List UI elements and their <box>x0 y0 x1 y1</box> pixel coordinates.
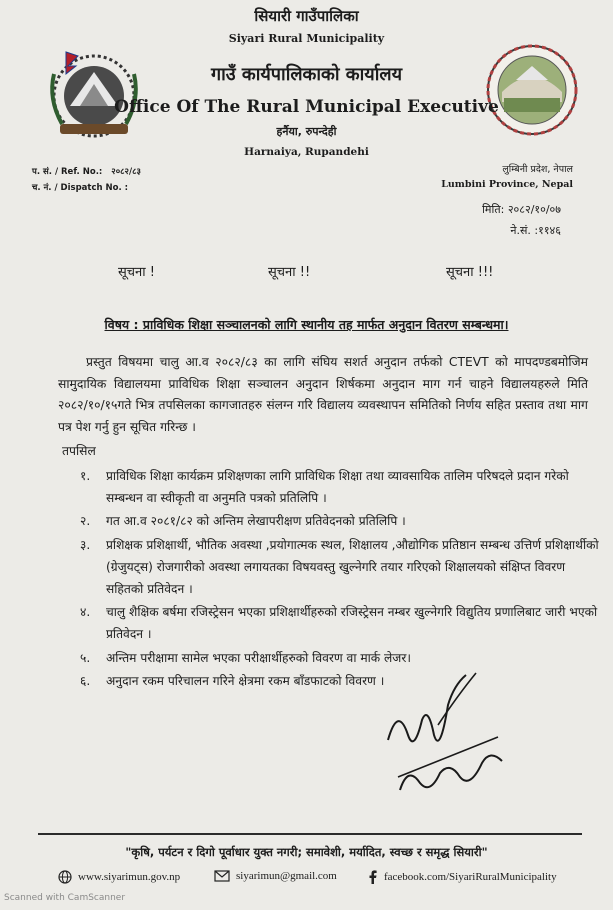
email-link[interactable]: siyarimun@gmail.com <box>236 870 337 882</box>
subject-line <box>0 316 613 333</box>
office-name-en: Office Of The Rural Municipal Executive <box>114 97 499 117</box>
notice-heading-2: सूचना !! <box>268 265 311 280</box>
email-contact <box>214 870 337 882</box>
list-item: ५. अन्तिम परीक्षामा सामेल भएका परीक्षार्थीहरुको विवरण वा मार्क लेजर। <box>80 650 411 665</box>
municipality-name-np: सियारी गाउँपालिका <box>254 7 359 25</box>
list-item: ४. चालु शैक्षिक बर्षमा रजिस्ट्रेसन भएका प्रशिक्षार्थीहरुको रजिस्ट्रेसन नम्बर खुल्नेगरि विद्युतिय प्रणालिबाट जारी भएको प्रतिवेदन । <box>80 605 598 641</box>
office-name-np: गाउँ कार्यपालिकाको कार्यालय <box>210 64 403 85</box>
list-item: ६. अनुदान रकम परिचालन गरिने क्षेत्रमा रकम बाँडफाटको विवरण । <box>80 674 385 689</box>
facebook-contact <box>368 870 557 884</box>
ref-number <box>32 166 141 177</box>
body-paragraph <box>58 352 588 438</box>
body-text: प्रस्तुत विषयमा चालु आ.व २०८२/८३ का लागि संघिय सशर्त अनुदान तर्फको CTEVT को मापदण्डबमोजिम सामुदायिक विद्यालयमा प्राविधिक शिक्षा सञ्चालन अनुदान शिर्षकमा अनुदान माग गर्न चाहने विद्यालयहरुले मिति २०८२/१०/१५गते भित्र तपसिलका कागजातहरु संलग्न गरि विद्यालय व्यवस्थापन समितिको निर्णय सहित प्रस्ताव तथा माग पत्र पेश गर्नु हुन सूचित गरिन्छ । <box>58 355 588 434</box>
website-contact <box>58 870 180 884</box>
document-list <box>80 466 600 695</box>
tapsil-heading: तपसिल <box>62 444 96 458</box>
notice-heading-3: सूचना !!! <box>446 265 494 280</box>
list-item: ३. प्रशिक्षक प्रशिक्षार्थी, भौतिक अवस्था ,प्रयोगात्मक स्थल, शिक्षालय ,औद्योगिक प्रतिष्ठान सम्बन्ध उत्तिर्ण प्रशिक्षार्थीको (ग्रेजुयट्स) रोजगारीको अवस्था लगायतका विषयवस्तु खुल्नेगरि तयार गरिएको शिक्षालयको संक्षिप्त विवरण सहितको प्रतिवेदन । <box>80 538 599 596</box>
facebook-icon <box>368 870 378 884</box>
list-item: १. प्राविधिक शिक्षा कार्यक्रम प्रशिक्षणका लागि प्राविधिक शिक्षा तथा व्यावसायिक तालिम परिषदले प्रदान गरेको सम्बन्धन वा स्वीकृती वा अनुमति पत्रको प्रतिलिपि । <box>80 469 569 505</box>
ref-value: २०८२/८३ <box>111 167 141 177</box>
letter-date: मिति: २०८२/१०/०७ <box>482 203 561 216</box>
subject-text: विषय : प्राविधिक शिक्षा सञ्चालनको लागि स्थानीय तह मार्फत अनुदान वितरण सम्बन्धमा। <box>104 317 509 332</box>
location-en: Harnaiya, Rupandehi <box>244 146 369 158</box>
province-en: Lumbini Province, Nepal <box>441 179 573 190</box>
province-np: लुम्बिनी प्रदेश, नेपाल <box>502 164 573 175</box>
dispatch-label: च. नं. / Dispatch No. : <box>32 183 129 193</box>
facebook-link[interactable]: facebook.com/SiyariRuralMunicipality <box>384 871 557 883</box>
signature-icon <box>378 665 528 805</box>
ref-label: प. सं. / Ref. No.: <box>32 167 103 177</box>
notice-heading-1: सूचना ! <box>118 265 155 280</box>
municipality-name-en: Siyari Rural Municipality <box>228 32 385 45</box>
mail-icon <box>214 870 230 882</box>
letter-number: ने.सं. :११४६ <box>510 224 561 237</box>
globe-icon <box>58 870 72 884</box>
footer-divider <box>38 833 582 835</box>
camscanner-watermark: Scanned with CamScanner <box>4 893 126 903</box>
location-np: हर्नैया, रुपन्देही <box>276 125 337 138</box>
footer-slogan: "कृषि, पर्यटन र दिगो पूर्वाधार युक्त नगरी; समावेशी, मर्यादित, स्वच्छ र समृद्ध सियारी" <box>125 845 488 859</box>
website-link[interactable]: www.siyarimun.gov.np <box>78 871 181 883</box>
list-item: २. गत आ.व २०८१/८२ को अन्तिम लेखापरीक्षण प्रतिवेदनको प्रतिलिपि । <box>80 514 406 529</box>
